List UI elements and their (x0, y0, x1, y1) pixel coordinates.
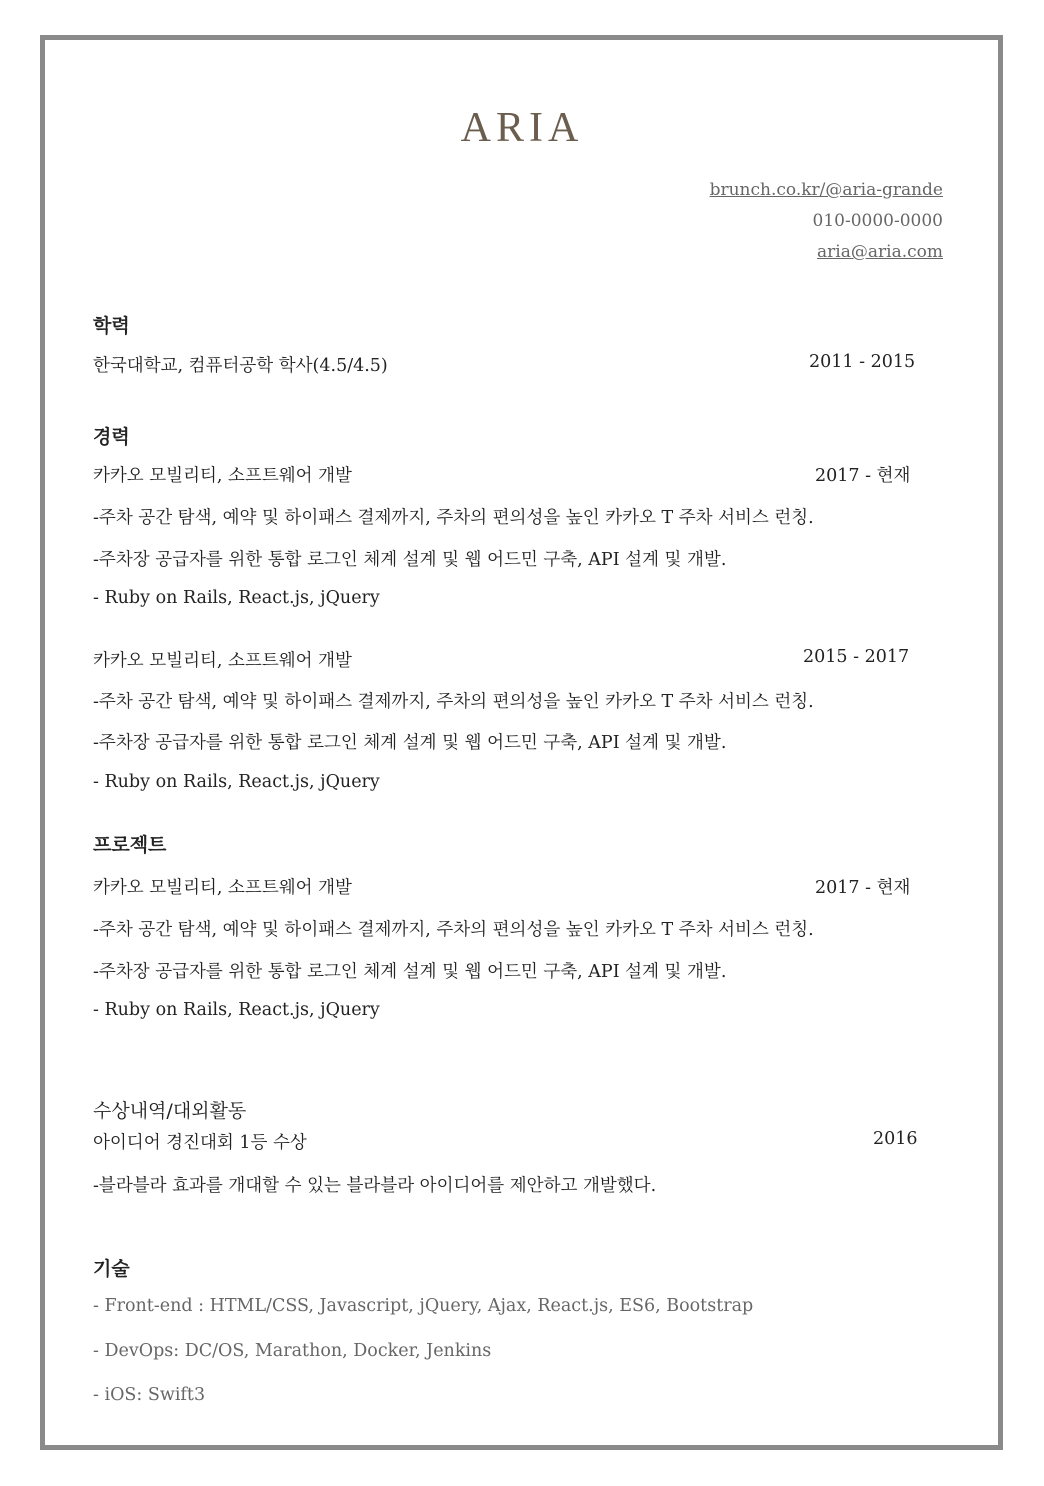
contact-phone: 010-0000-0000 (812, 211, 943, 231)
job-1-line-2: -주차장 공급자를 위한 통합 로그인 체계 설계 및 웹 어드민 구축, API 설계 및 개발. (93, 550, 727, 570)
job-2-title: 카카오 모빌리티, 소프트웨어 개발 (93, 651, 352, 671)
education-date: 2011 - 2015 (809, 352, 916, 372)
awards-heading: 수상내역/대외활동 (93, 1100, 247, 1122)
job-1-title: 카카오 모빌리티, 소프트웨어 개발 (93, 466, 352, 486)
project-date: 2017 - 현재 (815, 878, 911, 898)
career-heading: 경력 (93, 426, 130, 448)
job-1-line-3: - Ruby on Rails, React.js, jQuery (93, 588, 380, 608)
education-item: 한국대학교, 컴퓨터공학 학사(4.5/4.5) (93, 356, 388, 376)
project-line-2: -주차장 공급자를 위한 통합 로그인 체계 설계 및 웹 어드민 구축, API 설계 및 개발. (93, 962, 727, 982)
contact-email (817, 242, 943, 262)
award-date: 2016 (873, 1129, 918, 1149)
project-line-1: -주차 공간 탐색, 예약 및 하이패스 결제까지, 주차의 편의성을 높인 카카오 T 주차 서비스 런칭. (93, 920, 814, 940)
job-1-date: 2017 - 현재 (815, 466, 911, 486)
email-link[interactable]: aria@aria.com (817, 242, 943, 262)
education-heading: 학력 (93, 315, 130, 337)
award-title: 아이디어 경진대회 1등 수상 (93, 1133, 307, 1153)
skill-line-ios: - iOS: Swift3 (93, 1385, 206, 1405)
job-1-line-1: -주차 공간 탐색, 예약 및 하이패스 결제까지, 주차의 편의성을 높인 카카오 T 주차 서비스 런칭. (93, 508, 814, 528)
projects-heading: 프로젝트 (93, 834, 167, 856)
award-line: -블라블라 효과를 개대할 수 있는 블라블라 아이디어를 제안하고 개발했다. (93, 1176, 657, 1196)
job-2-date: 2015 - 2017 (803, 647, 910, 667)
skill-line-frontend: - Front-end : HTML/CSS, Javascript, jQuery, Ajax, React.js, ES6, Bootstrap (93, 1296, 754, 1316)
job-2-line-2: -주차장 공급자를 위한 통합 로그인 체계 설계 및 웹 어드민 구축, API 설계 및 개발. (93, 733, 727, 753)
resume-name: ARIA (460, 105, 584, 151)
job-2-line-1: -주차 공간 탐색, 예약 및 하이패스 결제까지, 주차의 편의성을 높인 카카오 T 주차 서비스 런칭. (93, 692, 814, 712)
brunch-link[interactable]: brunch.co.kr/@aria-grande (709, 180, 943, 200)
contact-brunch (710, 180, 943, 200)
skills-heading: 기술 (93, 1258, 130, 1280)
skill-line-devops: - DevOps: DC/OS, Marathon, Docker, Jenkins (93, 1341, 492, 1361)
job-2-line-3: - Ruby on Rails, React.js, jQuery (93, 772, 380, 792)
project-title: 카카오 모빌리티, 소프트웨어 개발 (93, 878, 352, 898)
project-line-3: - Ruby on Rails, React.js, jQuery (93, 1000, 380, 1020)
